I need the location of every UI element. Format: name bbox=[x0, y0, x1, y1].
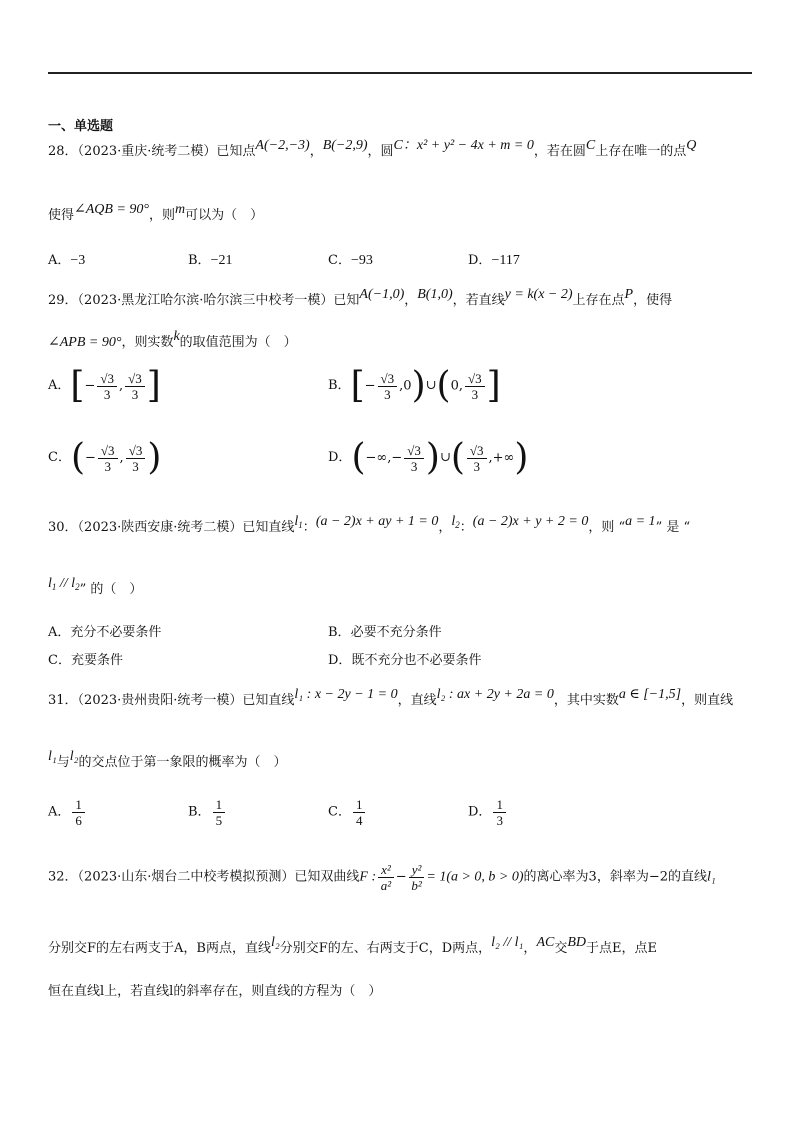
denominator: 3 bbox=[131, 386, 139, 402]
q30-parallel-expr bbox=[48, 576, 80, 591]
numerator: x² bbox=[378, 862, 394, 878]
q29-mid2: 上存在点 bbox=[572, 293, 625, 308]
q31-option-c-fraction bbox=[353, 797, 366, 828]
q28-source: （2023·重庆·统考二模）已知点 bbox=[77, 144, 256, 159]
q31-line1 bbox=[48, 687, 734, 710]
q29-line-equation: y = k(x − 2) bbox=[504, 287, 573, 302]
right-bracket-icon: ] bbox=[146, 365, 161, 406]
numerator: 1 bbox=[72, 797, 85, 813]
right-paren-icon: ) bbox=[411, 365, 426, 406]
numerator: √ 3 bbox=[378, 371, 398, 387]
union-icon: ∪ bbox=[425, 378, 437, 393]
right-paren-icon: ) bbox=[425, 437, 440, 478]
q31-mid2: ，其中实数 bbox=[553, 693, 619, 708]
q29-end: ，使得 bbox=[633, 293, 673, 308]
denominator: 4 bbox=[355, 813, 363, 828]
minus: − bbox=[84, 378, 96, 393]
q30-l1-sub: 1 bbox=[298, 520, 303, 530]
q28-number: 28． bbox=[48, 144, 78, 159]
minus: − bbox=[364, 378, 376, 393]
q30-option-a-label: A． bbox=[48, 625, 71, 640]
comma: , bbox=[119, 450, 124, 465]
q31-line2-l2: l₂ bbox=[69, 749, 79, 764]
right-paren-icon: ) bbox=[514, 437, 529, 478]
q28-m: m bbox=[175, 202, 186, 217]
numerator: 1 bbox=[493, 797, 506, 813]
left-paren-icon: ( bbox=[450, 437, 465, 478]
q29-line1 bbox=[48, 287, 673, 310]
q28-option-a-value: −3 bbox=[70, 253, 86, 268]
q30-end: ” 是 “ bbox=[655, 520, 691, 535]
q29-option-a-expr bbox=[84, 371, 146, 402]
union-icon: ∪ bbox=[439, 450, 451, 465]
q30-option-a-value: 充分不必要条件 bbox=[70, 625, 162, 640]
q30-option-b-value: 必要不充分条件 bbox=[350, 625, 442, 640]
q29-source: （2023·黑龙江哈尔滨·哈尔滨三中校考一模）已知 bbox=[77, 293, 360, 308]
q28-line1 bbox=[48, 138, 697, 161]
q30-l2-letter: l bbox=[451, 514, 456, 529]
q29-p: P bbox=[624, 287, 634, 302]
q31-source: （2023·贵州贵阳·统考一模）已知直线 bbox=[77, 693, 295, 708]
q31-line2 bbox=[48, 749, 287, 772]
q28-option-b[interactable] bbox=[188, 252, 232, 270]
q32-line2-a: 分别交F的左右两支于A，B两点，直线 bbox=[48, 941, 271, 956]
q30-line2-l1-sub: 1 bbox=[51, 582, 57, 592]
numerator: √ 3 bbox=[126, 443, 146, 459]
q29-option-d-expr1 bbox=[365, 443, 425, 474]
q29-option-c[interactable] bbox=[48, 437, 162, 478]
numerator: √ 3 bbox=[98, 443, 118, 459]
q30-line2-l1: l bbox=[48, 576, 52, 591]
comma: , bbox=[399, 378, 404, 393]
q28-circle-equation: C：x² + y² − 4x + m = 0 bbox=[393, 138, 534, 153]
q31-l2-equation: l₂ : ax + 2y + 2a = 0 bbox=[436, 687, 554, 702]
neg-infinity: −∞, bbox=[365, 450, 392, 465]
minus: − bbox=[85, 450, 96, 465]
denominator: 3 bbox=[132, 458, 139, 474]
numerator: 1 bbox=[213, 797, 226, 813]
q32-source: （2023·山东·烟台二中校考模拟预测）已知双曲线 bbox=[77, 869, 360, 885]
left-paren-icon: ( bbox=[351, 437, 366, 478]
denominator: 3 bbox=[410, 458, 418, 474]
q32-number: 32． bbox=[48, 869, 78, 885]
q32-line2 bbox=[48, 935, 657, 958]
left-paren-icon: ( bbox=[436, 365, 451, 406]
colon: ： bbox=[459, 520, 473, 535]
q30-l2-sub: 2 bbox=[455, 520, 460, 530]
q28-line2-end: 可以为（ ） bbox=[185, 208, 264, 223]
q28-option-a-label: A． bbox=[48, 253, 71, 268]
q29-option-b-label: B． bbox=[328, 378, 351, 393]
numerator: √ 3 bbox=[467, 443, 487, 459]
numerator: y² bbox=[409, 862, 425, 878]
q31-number: 31． bbox=[48, 693, 78, 708]
q29-option-a-label: A． bbox=[48, 378, 71, 393]
header-rule bbox=[48, 72, 752, 74]
q29-number: 29． bbox=[48, 293, 78, 308]
q30-option-c-value: 充要条件 bbox=[70, 653, 123, 668]
q28-mid: ，若在圆 bbox=[533, 144, 586, 159]
numerator: 1 bbox=[353, 797, 366, 813]
q31-condition: a ∈ [−1,5] bbox=[618, 687, 682, 702]
q31-line2-l1: l₁ bbox=[48, 749, 57, 764]
q30-l1 bbox=[294, 514, 302, 529]
q32-line2-l2: l₂ bbox=[270, 935, 280, 950]
fraction bbox=[126, 443, 146, 474]
q32-line1 bbox=[48, 862, 716, 893]
q29-angle: ∠APB = 90° bbox=[48, 335, 122, 350]
denominator: 3 bbox=[103, 386, 111, 402]
q30-l2-equation: (a − 2)x + y + 2 = 0 bbox=[472, 514, 589, 529]
numerator: √ 3 bbox=[465, 371, 485, 387]
q30-option-a[interactable] bbox=[48, 624, 161, 642]
q30-option-c[interactable] bbox=[48, 652, 123, 670]
q32-mid: 的离心率为3，斜率为−2的直线 bbox=[523, 869, 707, 885]
q32-x-fraction bbox=[378, 862, 394, 893]
fraction bbox=[465, 371, 485, 402]
q31-l1-equation: l₁ : x − 2y − 1 = 0 bbox=[294, 687, 398, 702]
q29-option-a[interactable] bbox=[48, 365, 161, 406]
q30-mid: ，则 “ bbox=[588, 520, 626, 535]
q32-equation-end: = 1(a > 0, b > 0) bbox=[426, 869, 524, 885]
q31-option-b-label: B． bbox=[188, 804, 211, 820]
q30-option-b[interactable] bbox=[328, 624, 442, 642]
numerator: √ 3 bbox=[97, 371, 117, 387]
q29-option-d-expr2 bbox=[465, 443, 515, 474]
q28-option-a[interactable] bbox=[48, 252, 85, 270]
q31-end: ，则直线 bbox=[681, 693, 734, 708]
q29-line2-end: 的取值范围为（ ） bbox=[179, 335, 297, 350]
numerator: √ 3 bbox=[404, 443, 424, 459]
q30-line2 bbox=[48, 576, 143, 602]
q28-angle: ∠AQB = 90° bbox=[74, 202, 150, 217]
q28-point-b: B(−2,9) bbox=[322, 138, 368, 153]
q29-option-c-label: C． bbox=[48, 450, 71, 465]
q28-option-b-value: −21 bbox=[210, 253, 233, 268]
q30-option-b-label: B． bbox=[328, 625, 351, 640]
q28-option-c-value: −93 bbox=[350, 253, 373, 268]
q32-line2-d: 交 bbox=[554, 941, 568, 956]
denominator: 3 bbox=[471, 386, 479, 402]
pos-infinity: ,+∞ bbox=[488, 450, 515, 465]
q31-option-d[interactable] bbox=[468, 797, 508, 828]
zero: 0 bbox=[403, 378, 412, 393]
q29-option-b[interactable] bbox=[328, 365, 501, 406]
q31-line2-mid: 与 bbox=[56, 755, 70, 770]
parallel-icon: // bbox=[56, 576, 72, 591]
fraction bbox=[125, 371, 145, 402]
q28-option-c[interactable] bbox=[328, 252, 373, 270]
q32-parallel-expr: l₂ // l₁ bbox=[491, 935, 524, 950]
q29-option-d[interactable] bbox=[328, 437, 529, 478]
denominator: b² bbox=[411, 878, 422, 893]
q28-option-d-value: −117 bbox=[491, 253, 520, 268]
q32-line2-e: 于点E，点E bbox=[586, 941, 657, 956]
q29-sep: ， bbox=[404, 293, 418, 308]
q31-option-c-label: C． bbox=[328, 804, 351, 820]
q30-l1-equation: (a − 2)x + ay + 1 = 0 bbox=[315, 514, 439, 529]
numerator: √ 3 bbox=[125, 371, 145, 387]
q31-option-a-fraction bbox=[72, 797, 85, 828]
right-bracket-icon: ] bbox=[486, 365, 501, 406]
q29-option-b-expr1 bbox=[365, 371, 412, 402]
q32-y-fraction bbox=[409, 862, 425, 893]
q28-c: C bbox=[585, 138, 596, 153]
q30-option-c-label: C． bbox=[48, 653, 71, 668]
denominator: 5 bbox=[215, 813, 223, 828]
q32-l1: l₁ bbox=[706, 869, 716, 885]
q31-option-c[interactable] bbox=[328, 797, 367, 828]
q30-l2 bbox=[451, 514, 459, 529]
fraction bbox=[404, 443, 424, 474]
left-bracket-icon: [ bbox=[350, 365, 365, 406]
colon: ： bbox=[302, 520, 316, 535]
q32-line2-b: 分别交F的左、右两支于C，D两点， bbox=[279, 941, 492, 956]
q30-line2-l2-sub: 2 bbox=[75, 582, 80, 592]
q32-line3: 恒在直线l上，若直线l的斜率存在，则直线的方程为（ ） bbox=[48, 984, 382, 999]
q29-option-c-expr bbox=[85, 443, 147, 474]
q30-line2-l2: l bbox=[71, 576, 76, 591]
denominator: 3 bbox=[104, 458, 111, 474]
minus: − bbox=[395, 869, 407, 885]
q28-point-a: A(−2,−3) bbox=[255, 138, 310, 153]
q31-option-b[interactable] bbox=[188, 797, 227, 828]
denominator: 3 bbox=[496, 813, 503, 828]
q31-option-a-label: A． bbox=[48, 804, 71, 820]
fraction bbox=[378, 371, 398, 402]
denominator: 3 bbox=[473, 458, 480, 474]
denominator: 3 bbox=[384, 386, 391, 402]
left-bracket-icon: [ bbox=[70, 365, 85, 406]
q30-option-d-label: D． bbox=[328, 653, 352, 668]
q31-option-a[interactable] bbox=[48, 797, 87, 828]
denominator: a² bbox=[380, 878, 392, 893]
q30-number: 30． bbox=[48, 520, 78, 535]
q29-line2 bbox=[48, 329, 297, 352]
comma: , bbox=[458, 378, 463, 393]
q31-line2-end: 的交点位于第一象限的概率为（ ） bbox=[78, 755, 287, 770]
q31-option-b-fraction bbox=[213, 797, 226, 828]
q28-line2-lead: 使得 bbox=[48, 208, 75, 223]
comma: , bbox=[118, 378, 124, 393]
q30-l1-letter: l bbox=[294, 514, 299, 529]
q29-point-b: B(1,0) bbox=[417, 287, 453, 302]
q32-hyperbola-name: F : bbox=[359, 869, 377, 885]
q32-line2-c: ， bbox=[523, 941, 537, 956]
q30-sep: ， bbox=[438, 520, 452, 535]
fraction bbox=[97, 371, 117, 402]
q29-point-a: A(−1,0) bbox=[359, 287, 405, 302]
q30-option-d-value: 既不充分也不必要条件 bbox=[351, 653, 482, 668]
fraction bbox=[98, 443, 118, 474]
q28-mid2: 上存在唯一的点 bbox=[595, 144, 687, 159]
q29-line2-mid: ，则实数 bbox=[121, 335, 174, 350]
q31-option-d-fraction bbox=[493, 797, 506, 828]
q32-ac: AC bbox=[536, 935, 555, 950]
right-paren-icon: ) bbox=[147, 437, 162, 478]
denominator: 6 bbox=[75, 813, 82, 828]
q30-line2-end: ” 的（ ） bbox=[79, 582, 143, 597]
q28-circle-lead: ，圆 bbox=[367, 144, 394, 159]
zero: 0 bbox=[450, 378, 459, 393]
q28-option-c-label: C． bbox=[328, 253, 351, 268]
section-title: 一、单选题 bbox=[48, 119, 114, 134]
q28-option-b-label: B． bbox=[188, 253, 211, 268]
q30-condition: a = 1 bbox=[625, 514, 656, 529]
q29-option-b-expr2 bbox=[451, 371, 487, 402]
q30-source: （2023·陕西安康·统考二模）已知直线 bbox=[77, 520, 295, 535]
q29-option-d-label: D． bbox=[328, 450, 352, 465]
q28-line2-mid: ，则 bbox=[149, 208, 176, 223]
q28-option-d[interactable] bbox=[468, 252, 520, 270]
q29-mid: ，若直线 bbox=[452, 293, 505, 308]
q28-sep: ， bbox=[309, 144, 323, 159]
q31-mid: ，直线 bbox=[397, 693, 437, 708]
q28-q: Q bbox=[686, 138, 697, 153]
fraction bbox=[467, 443, 487, 474]
q30-option-d[interactable] bbox=[328, 652, 481, 670]
q31-option-d-label: D． bbox=[468, 804, 492, 820]
q29-k: k bbox=[173, 329, 180, 344]
q28-line2 bbox=[48, 202, 264, 225]
left-paren-icon: ( bbox=[70, 437, 85, 478]
q28-option-d-label: D． bbox=[468, 253, 492, 268]
minus: − bbox=[391, 450, 403, 465]
q30-line1 bbox=[48, 514, 691, 540]
q32-bd: BD bbox=[567, 935, 587, 950]
